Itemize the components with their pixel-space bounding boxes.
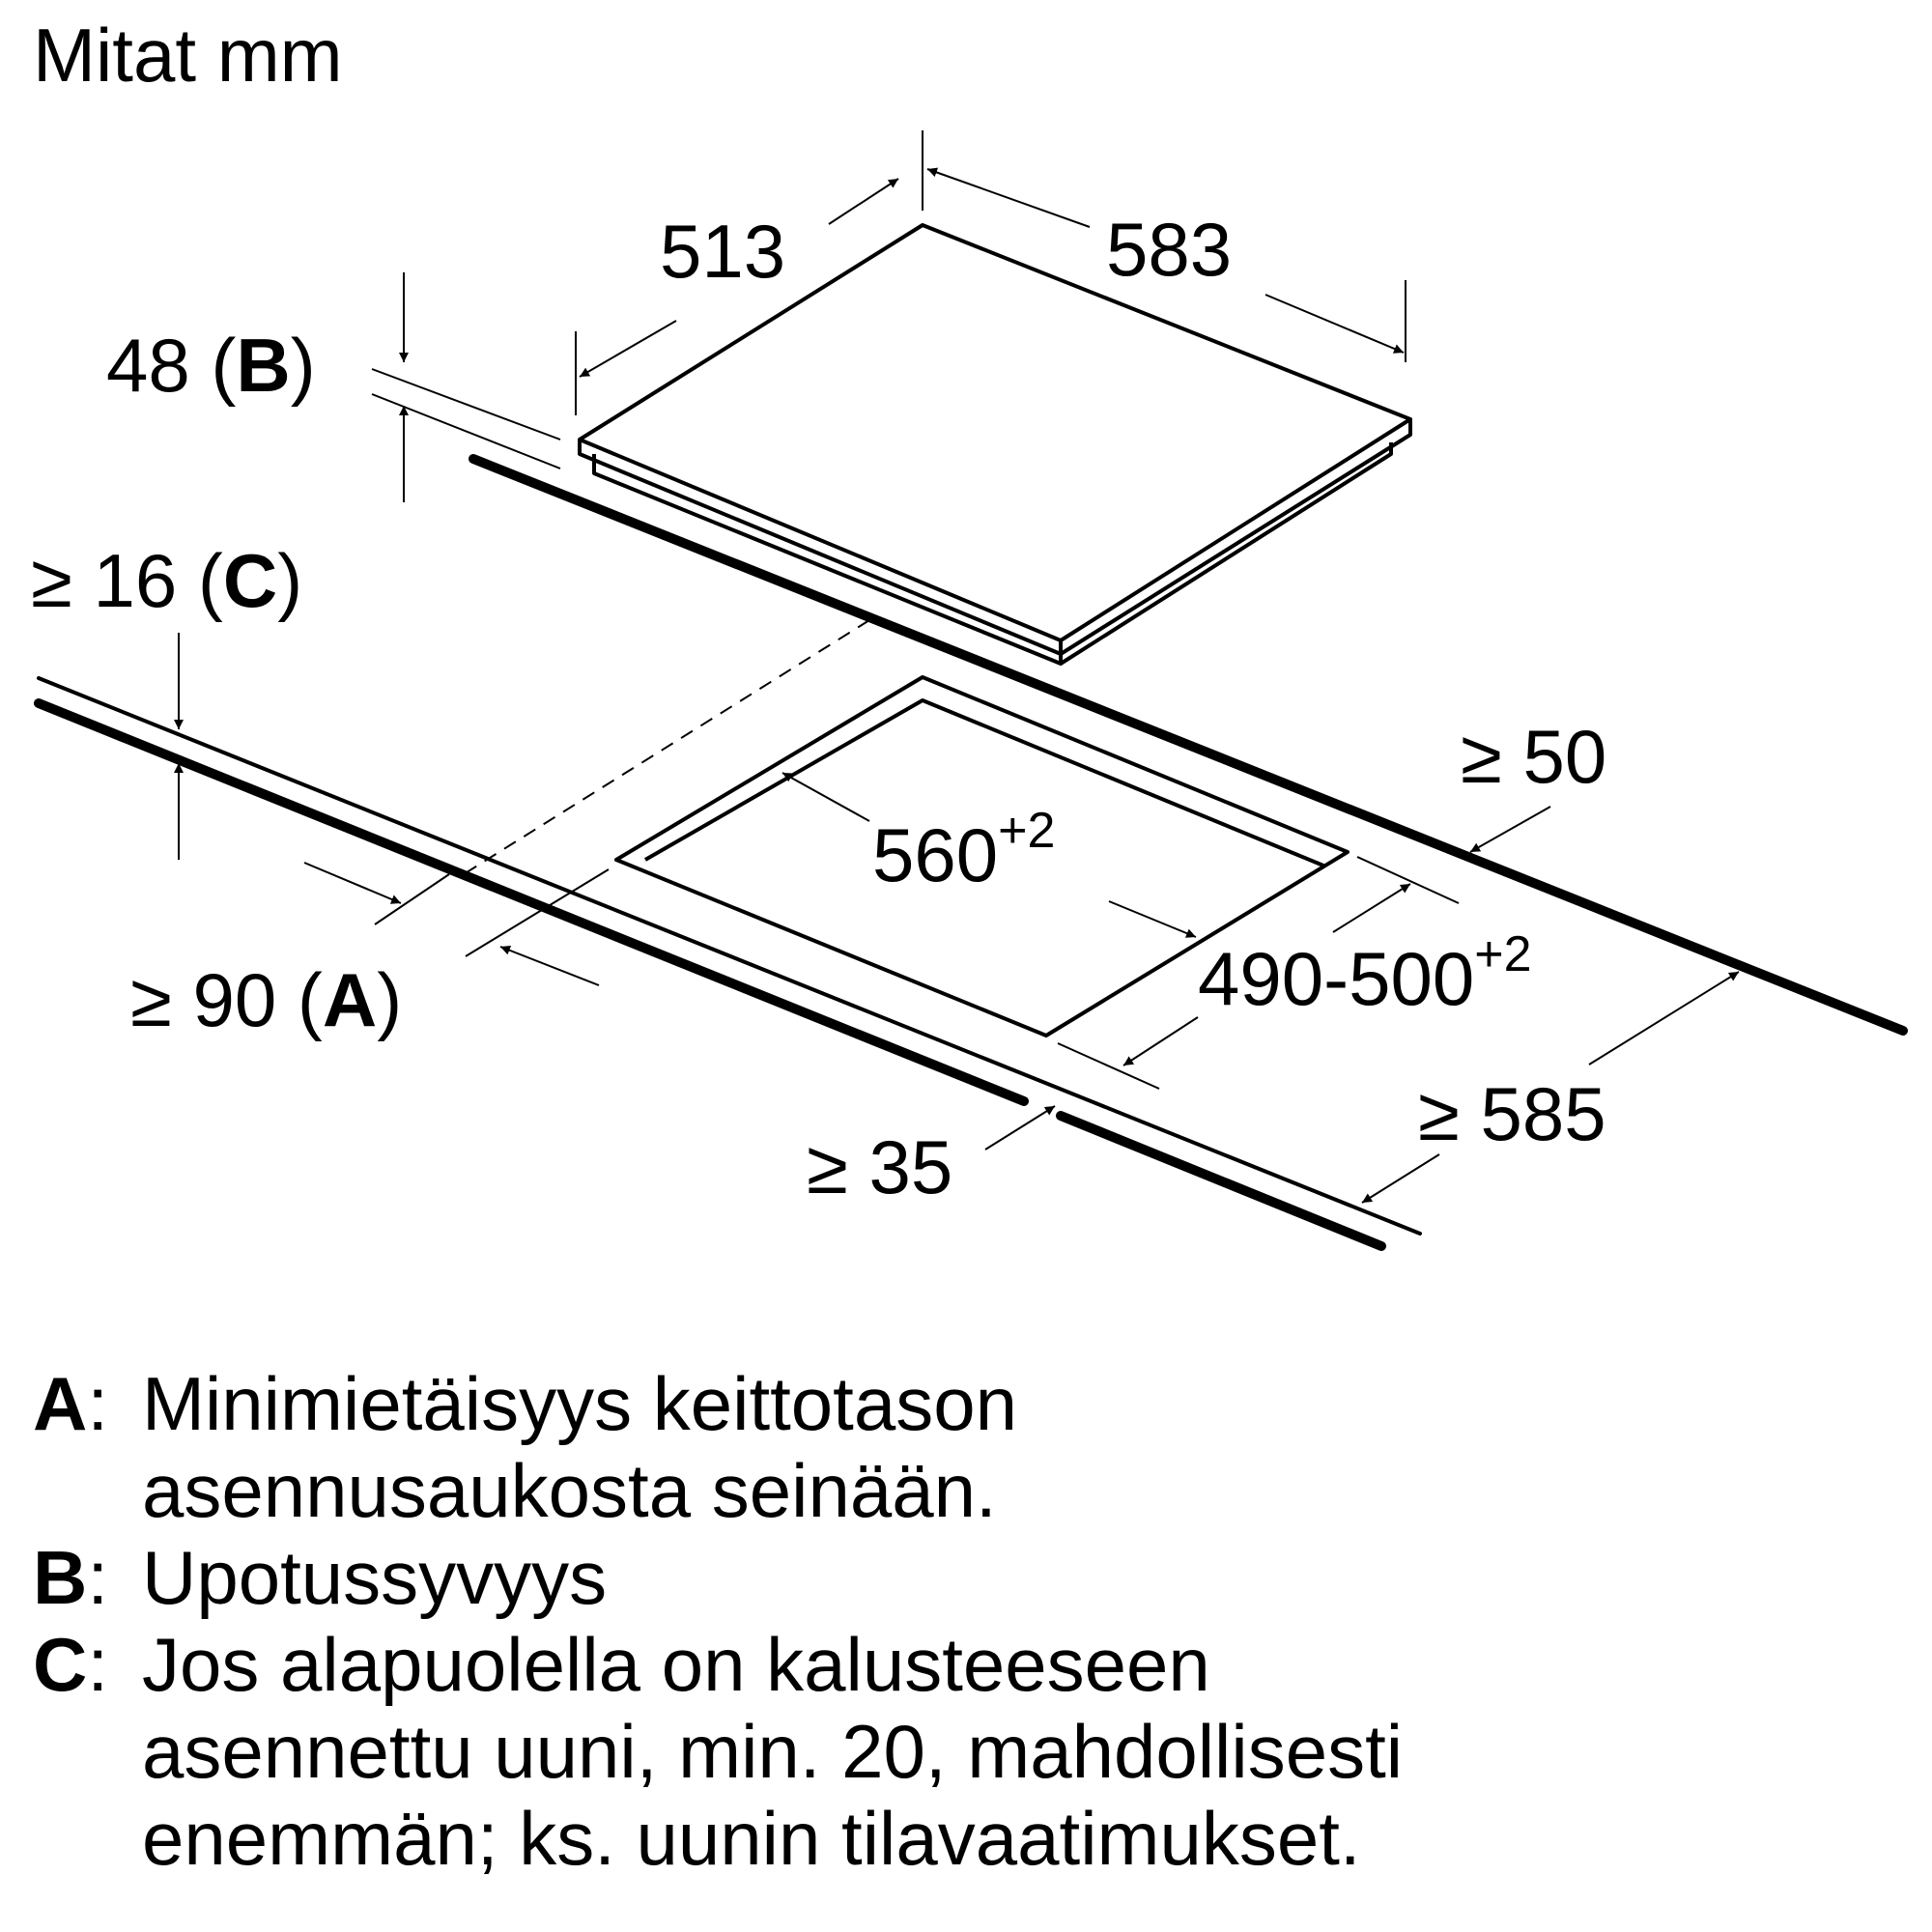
dim-rear-gap bbox=[1470, 807, 1550, 852]
dim-depth-label: 513 bbox=[660, 209, 786, 294]
dim-worktop-depth-label: ≥ 585 bbox=[1418, 1071, 1606, 1156]
legend-text-a-line2: asennusaukosta seinään. bbox=[142, 1448, 997, 1533]
legend-text-b-line1: Upotussyvyys bbox=[142, 1535, 608, 1620]
legend-item-b: B: Upotussyvyys bbox=[33, 1535, 608, 1620]
dim-wall-a-label: ≥ 90 (A) bbox=[130, 957, 403, 1042]
diagram-title: Mitat mm bbox=[33, 13, 343, 98]
legend-item-a: A: Minimietäisyys keittotason asennusaukosta seinään. bbox=[33, 1361, 1017, 1533]
dim-cutout-depth-label: $490-500^{+2}$ bbox=[1198, 926, 1532, 1021]
legend-key-b: B bbox=[33, 1535, 88, 1620]
worktop-back-edge bbox=[473, 459, 1903, 1031]
legend-key-a: A bbox=[33, 1361, 88, 1446]
legend-text-c-line3: enemmän; ks. uunin tilavaatimukset. bbox=[142, 1796, 1361, 1881]
legend-key-c: C bbox=[33, 1622, 88, 1707]
dim-width-label: 583 bbox=[1106, 207, 1233, 292]
dim-gap-c-label: ≥ 16 (C) bbox=[31, 538, 303, 623]
dim-depth-b bbox=[372, 272, 560, 502]
legend-text-a-line1: Minimietäisyys keittotason bbox=[142, 1361, 1017, 1446]
legend-item-c: C: Jos alapuolella on kalusteeseen asennettu uuni, min. 20, mahdollisesti enemmän; ks. uunin tilavaatimukset. bbox=[33, 1622, 1404, 1881]
dim-rear-gap-label: ≥ 50 bbox=[1461, 714, 1607, 799]
legend-text-c-line2: asennettu uuni, min. 20, mahdollisesti bbox=[142, 1709, 1404, 1794]
dim-front-gap-label: ≥ 35 bbox=[807, 1124, 953, 1209]
legend bbox=[33, 1360, 1403, 1882]
dim-cutout-width-label: $560^{+2}$ bbox=[872, 803, 1056, 897]
dim-depth-b-label: 48 (B) bbox=[106, 323, 316, 408]
legend-text-c-line1: Jos alapuolella on kalusteeseen bbox=[142, 1622, 1210, 1707]
dim-front-gap bbox=[985, 1106, 1055, 1150]
